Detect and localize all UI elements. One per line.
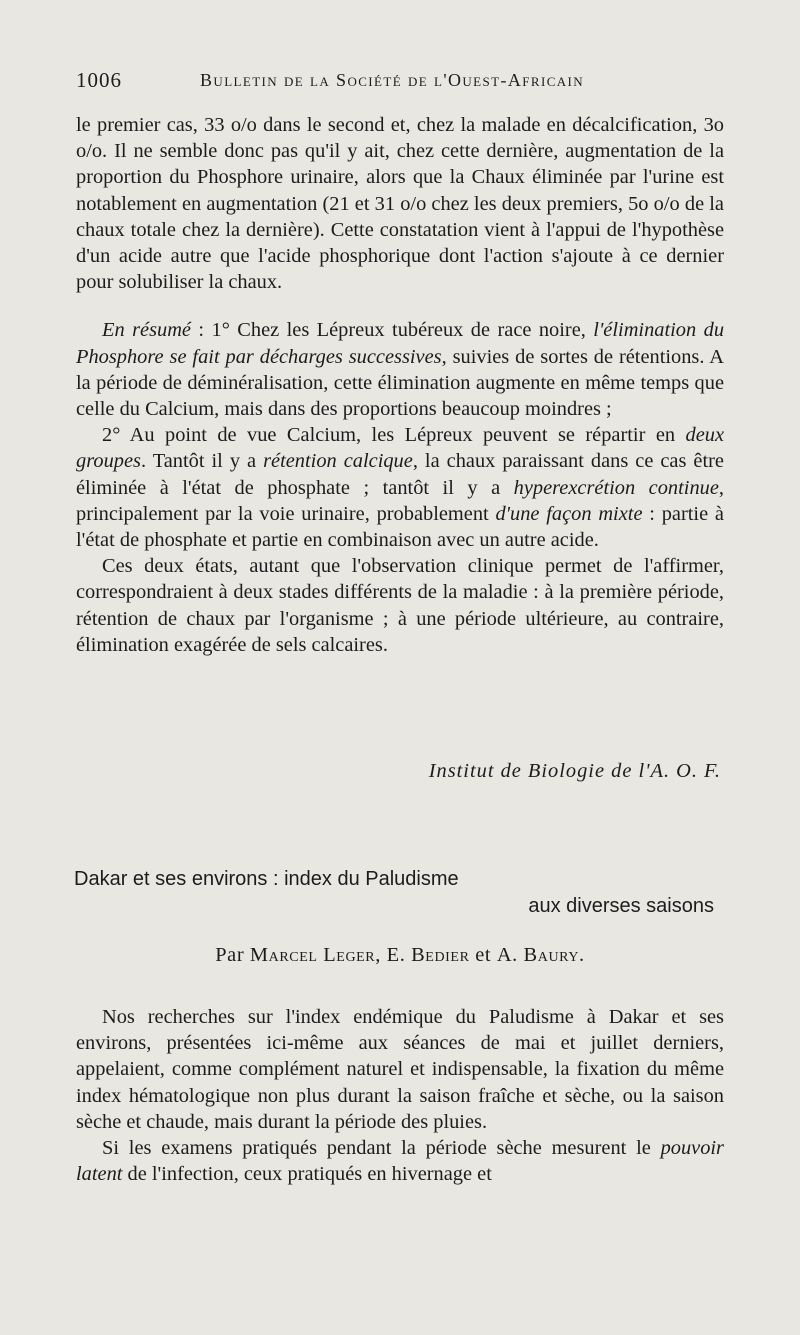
running-title: Bulletin de la Société de l'Ouest-Africain xyxy=(200,70,585,90)
italic-run: d'une façon mixte xyxy=(495,502,643,525)
paragraph-continuation: le premier cas, 33 o/o dans le second et, chez la malade en décalcification, 3o o/o. Il ne semble donc pas qu'il y ait, chez cette dernière, augmentation de la proportion du Phosphore urinaire, alors que la Chaux éliminée par l'urine est notablement en augmentation (21 et 31 o/o chez les deux premiers, 5o o/o de la chaux totale chez la dernière). Cette constatation vient à l'appui de l'hypothèse d'un acide autre que l'acide phosphorique dont l'action s'ajoute à ce dernier pour solubiliser la chaux. xyxy=(76,114,724,294)
byline-authors: Marcel Leger, E. Bedier xyxy=(249,944,470,966)
article-title-line-1: Dakar et ses environs : index du Paludisme xyxy=(74,868,459,890)
italic-run: l'élimination du Phosphore se fait par décharges successives xyxy=(76,319,725,368)
paragraph-summary-1 xyxy=(76,317,724,422)
italic-run: hyperexcrétion continue xyxy=(513,476,719,499)
article-byline xyxy=(76,944,724,967)
italic-run: pouvoir latent xyxy=(76,1137,724,1186)
paragraph-summary-2 xyxy=(76,422,724,553)
paragraph-intro: Nos recherches sur l'index endémique du Paludisme à Dakar et ses environs, présentées ici-même aux séances de mai et juillet derniers, appelaient, comme complément naturel et indispensable, la fixation du même index hématologique non plus durant la saison fraîche et sèche, ou la saison sèche et chaude, mais durant la période des pluies. xyxy=(76,1006,724,1133)
institution-signature: Institut de Biologie de l'A. O. F. xyxy=(428,760,721,782)
byline-and: et xyxy=(469,944,497,966)
text-run: . Tantôt il y a xyxy=(140,450,264,473)
summary-lead: En résumé xyxy=(102,319,191,342)
page-header xyxy=(76,68,736,98)
text-run: , la chaux paraissant dans ce cas être éliminée à l'état de phosphate ; tantôt il y a xyxy=(76,450,724,499)
text-run: de l'infection, ceux pratiqués en hivernage et xyxy=(122,1163,492,1186)
body-section-1 xyxy=(76,112,724,658)
byline-last-author: A. Baury. xyxy=(496,944,585,966)
italic-run: deux groupes xyxy=(76,424,724,473)
byline-prefix: Par xyxy=(215,944,250,966)
text-run: 2° Au point de vue Calcium, les Lépreux peuvent se répartir en xyxy=(102,424,686,447)
paragraph-conclusion: Ces deux états, autant que l'observation clinique permet de l'affirmer, correspondraient à deux stades différents de la maladie : à la première période, rétention de chaux par l'organisme ; à une période ultérieure, au contraire, élimination exagérée de sels calcaires. xyxy=(76,555,724,656)
page-number: 1006 xyxy=(76,68,122,92)
paragraph-second xyxy=(76,1135,724,1187)
italic-run: rétention calcique xyxy=(263,450,413,473)
body-section-2 xyxy=(76,1004,724,1187)
article-title-line-2: aux diverses saisons xyxy=(528,895,714,917)
text-run: Si les examens pratiqués pendant la période sèche mesurent le xyxy=(102,1137,661,1160)
text-run: : 1° Chez les Lépreux tubéreux de race noire, xyxy=(190,319,594,342)
text-run: , principalement par la voie urinaire, probablement xyxy=(76,476,724,525)
text-run: , suivies de sortes de rétentions. A la période de déminéralisation, cette élimination augmente en même temps que celle du Calcium, mais dans des proportions beaucoup moindres ; xyxy=(76,345,724,421)
article-title xyxy=(74,868,714,918)
text-run: : partie à l'état de phosphate et partie en combinaison avec un autre acide. xyxy=(76,502,724,552)
